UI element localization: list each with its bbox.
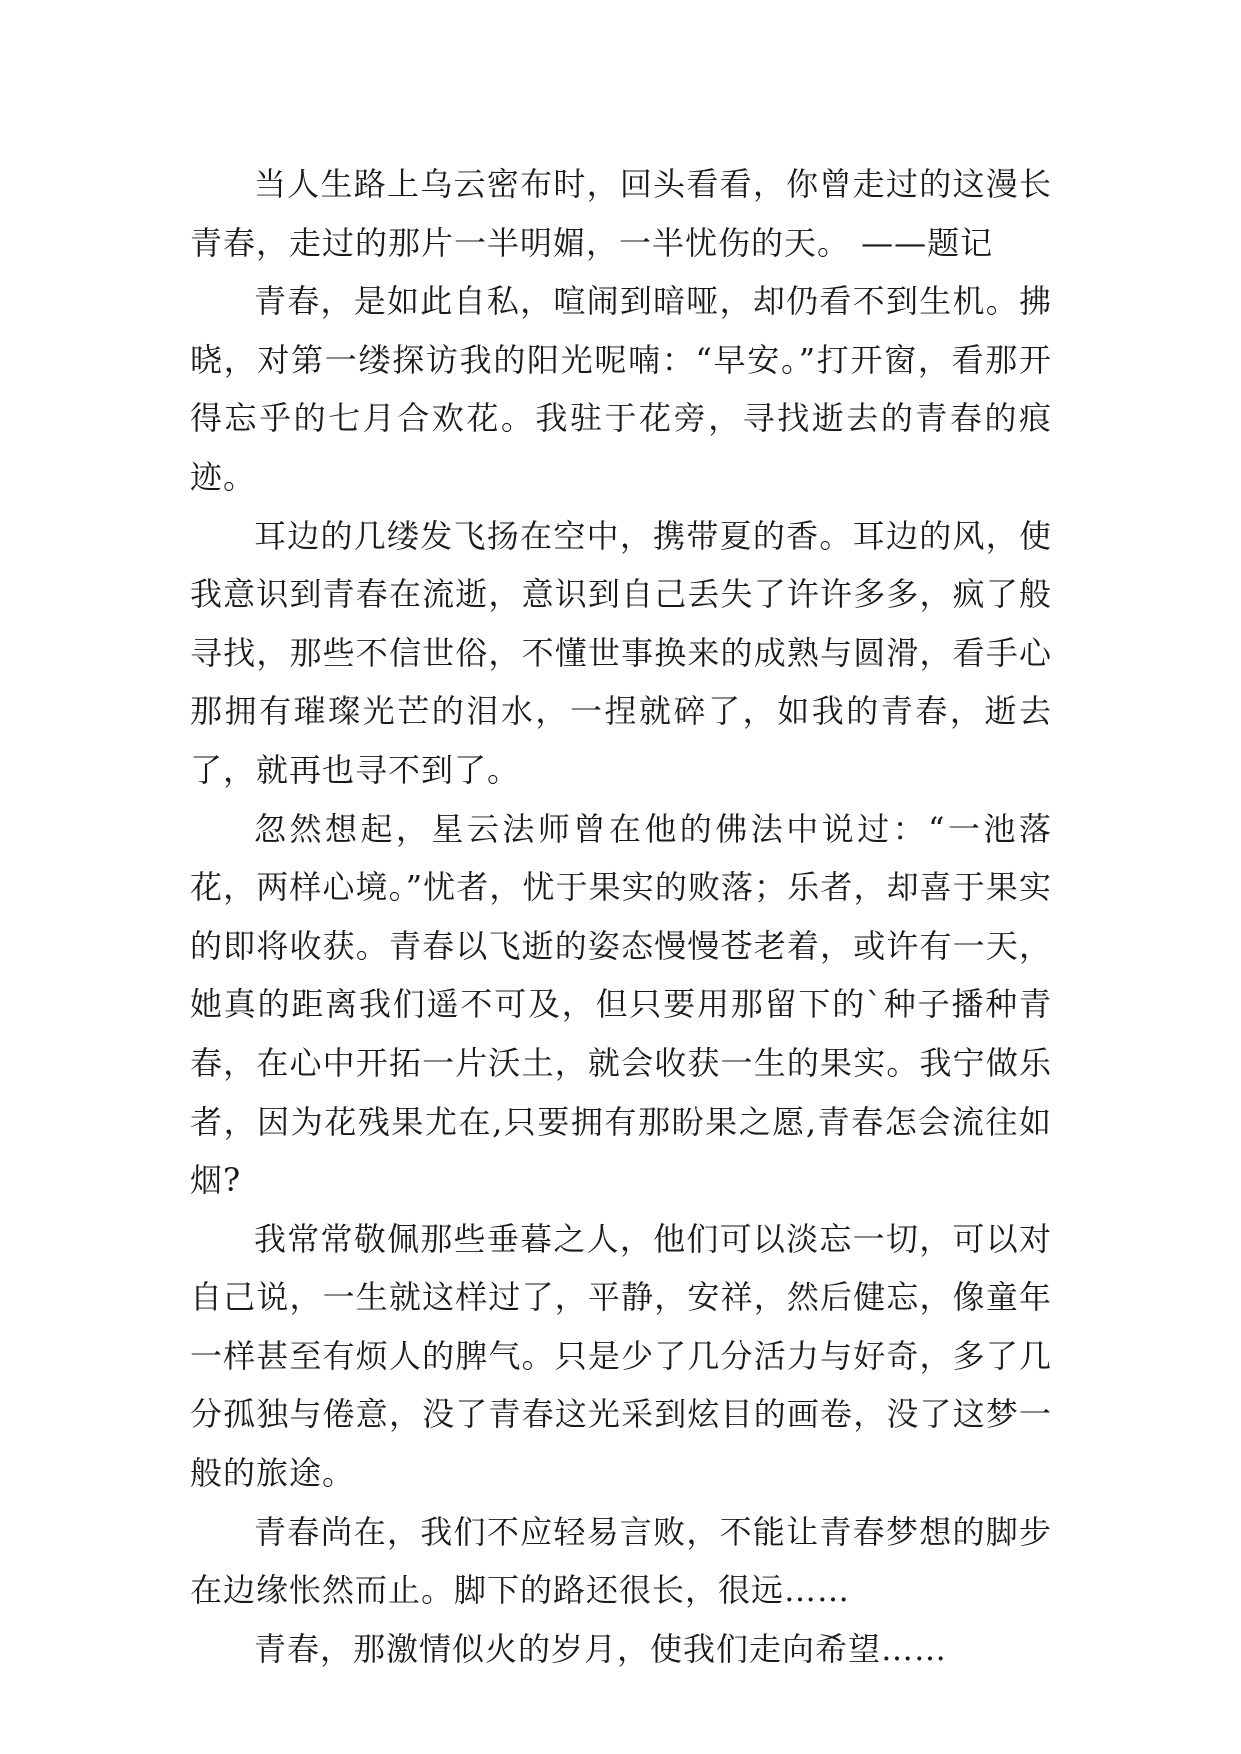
body-paragraph: 青春尚在，我们不应轻易言败，不能让青春梦想的脚步在边缘怅然而止。脚下的路还很长，很远……	[190, 1512, 1052, 1610]
body-paragraph: 耳边的几缕发飞扬在空中，携带夏的香。耳边的风，使我意识到青春在流逝，意识到自己丢失了许许多多，疯了般寻找，那些不信世俗，不懂世事换来的成熟与圆滑，看手心那拥有璀璨光芒的泪水，一捏就碎了，如我的青春，逝去了，就再也寻不到了。	[190, 516, 1052, 789]
body-paragraph: 青春，是如此自私，喧闹到暗哑，却仍看不到生机。拂晓，对第一缕探访我的阳光呢喃：“早安。”打开窗，看那开得忘乎的七月合欢花。我驻于花旁，寻找逝去的青春的痕迹。	[190, 282, 1052, 496]
body-paragraph: 我常常敬佩那些垂暮之人，他们可以淡忘一切，可以对自己说，一生就这样过了，平静，安祥，然后健忘，像童年一样甚至有烦人的脾气。只是少了几分活力与好奇，多了几分孤独与倦意，没了青春这光采到炫目的画卷，没了这梦一般的旅途。	[190, 1219, 1052, 1493]
closing-paragraph: 青春，那激情似火的岁月，使我们走向希望……	[254, 1629, 948, 1668]
essay-body	[190, 155, 1052, 1678]
body-paragraph: 忽然想起，星云法师曾在他的佛法中说过：“一池落花，两样心境。”忧者，忧于果实的败落；乐者，却喜于果实的即将收获。青春以飞逝的姿态慢慢苍老着，或许有一天，她真的距离我们遥不可及，但只要用那留下的`种子播种青春，在心中开拓一片沃土，就会收获一生的果实。我宁做乐者，因为花残果尤在,只要拥有那盼果之愿,青春怎会流往如烟?	[190, 809, 1052, 1200]
epigraph-paragraph: 当人生路上乌云密布时，回头看看，你曾走过的这漫长青春，走过的那片一半明媚，一半忧伤的天。 ——题记	[190, 165, 1052, 262]
